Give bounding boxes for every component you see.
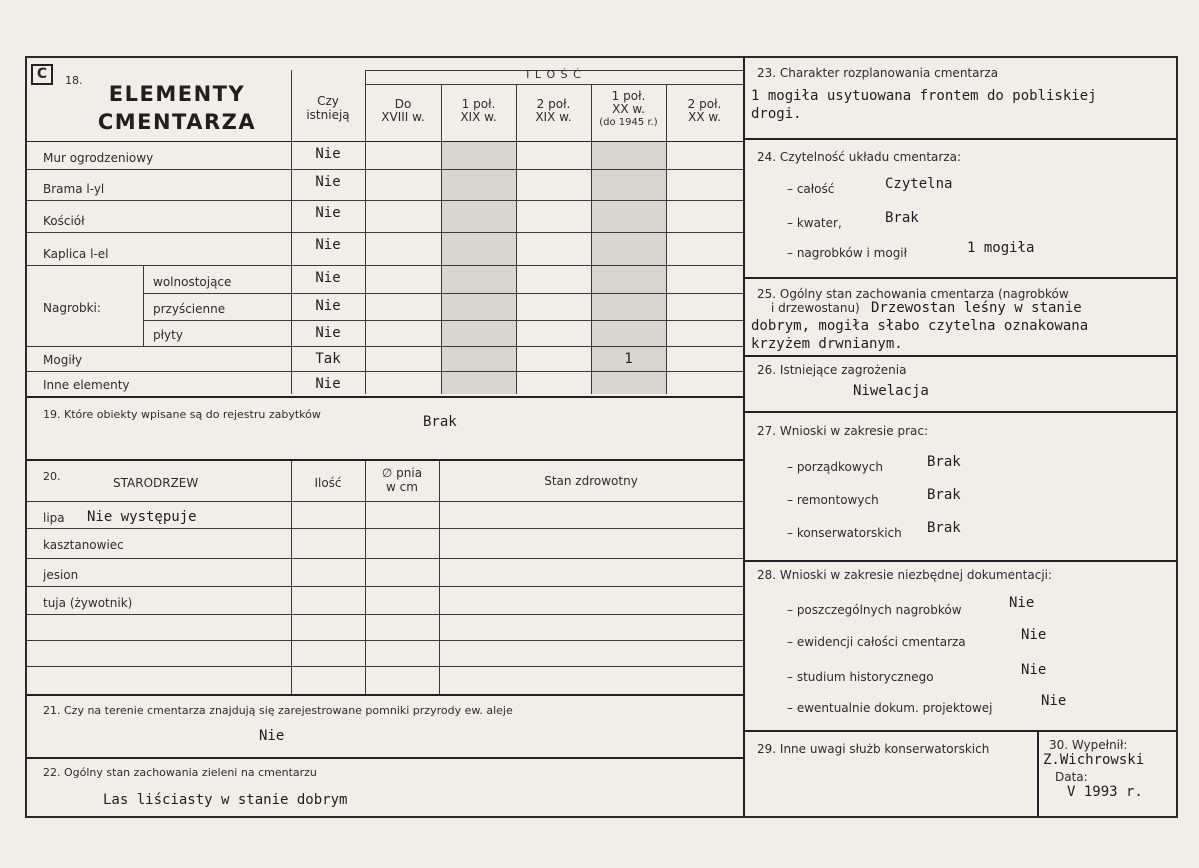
docs-item-value: Nie xyxy=(1009,595,1035,611)
col-exists-line2: istnieją xyxy=(306,108,350,122)
tree-row-label: kasztanowiec xyxy=(43,538,124,552)
element-row-line xyxy=(27,232,743,233)
s30-name: Z.Wichrowski xyxy=(1043,752,1145,768)
s27-bottom xyxy=(743,560,1176,562)
element-row-exists: Nie xyxy=(315,174,341,190)
period-header-line: 2 poł. xyxy=(687,97,722,111)
period-header xyxy=(365,98,441,124)
nagrobki-vline xyxy=(143,265,144,346)
element-row-count: 1 xyxy=(624,351,633,367)
s20-vline-1 xyxy=(291,461,292,694)
col-exists-line1: Czy xyxy=(317,94,339,108)
s19-label: 19. Które obiekty wpisane są do rejestru zabytków xyxy=(43,408,321,421)
s30-date-label: Data: xyxy=(1055,770,1088,784)
tree-row-line xyxy=(27,586,743,587)
s22-value: Las liściasty w stanie dobrym xyxy=(103,792,348,808)
s28-label: 28. Wnioski w zakresie niezbędnej dokumentacji: xyxy=(757,568,1053,582)
section-letter-box: C xyxy=(31,64,53,85)
s27-label: 27. Wnioski w zakresie prac: xyxy=(757,424,929,438)
tree-row-line xyxy=(27,558,743,559)
s20-col-fi xyxy=(365,466,439,494)
s20-col-stan: Stan zdrowotny xyxy=(544,474,638,488)
element-row-line xyxy=(27,265,743,266)
s20-title: STARODRZEW xyxy=(113,476,199,490)
legibility-item-value: Czytelna xyxy=(885,176,953,192)
period-header xyxy=(441,98,516,124)
s21-bottom xyxy=(27,757,743,759)
period-header xyxy=(666,98,743,124)
s18-title-line1: ELEMENTY xyxy=(108,82,246,106)
s18-title xyxy=(67,80,287,136)
main-divider xyxy=(743,58,745,816)
s22-label: 22. Ogólny stan zachowania zieleni na cmentarzu xyxy=(43,766,317,779)
element-row-exists: Nie xyxy=(315,376,341,392)
s26-label: 26. Istniejące zagrożenia xyxy=(757,363,907,377)
period-header-line: 1 poł. xyxy=(611,89,646,103)
tree-row-line xyxy=(27,528,743,529)
tree-row-label: lipa xyxy=(43,511,65,525)
s18-header-bottom xyxy=(27,141,743,142)
s20-header-bottom xyxy=(27,501,743,502)
tree-row-label: tuja (żywotnik) xyxy=(43,596,133,610)
s20-col-fi-line2: w cm xyxy=(386,480,418,494)
s20-col-fi-line1: ∅ pnia xyxy=(381,466,423,480)
element-row-line xyxy=(27,346,743,347)
s25-label1: 25. Ogólny stan zachowania cmentarza (nagrobków xyxy=(757,287,1069,301)
works-item-label: – porządkowych xyxy=(787,460,883,474)
period-header-line: 2 poł. xyxy=(536,97,571,111)
docs-item-label: – poszczególnych nagrobków xyxy=(787,603,962,617)
element-row-exists: Nie xyxy=(315,325,341,341)
element-row-line xyxy=(143,320,743,321)
legibility-item-value: 1 mogiła xyxy=(967,240,1035,256)
s30-label: 30. Wypełnił: xyxy=(1049,738,1128,752)
s25-line2: dobrym, mogiła słabo czytelna oznakowana xyxy=(751,318,1089,334)
s20-number: 20. xyxy=(43,470,61,483)
element-row-line xyxy=(27,169,743,170)
period-header xyxy=(516,98,591,124)
works-item-value: Brak xyxy=(927,487,961,503)
element-row-exists: Nie xyxy=(315,298,341,314)
s20-vline-2 xyxy=(365,461,366,694)
legibility-item-label: – kwater, xyxy=(787,216,842,230)
s24-bottom xyxy=(743,277,1176,279)
docs-item-value: Nie xyxy=(1021,662,1047,678)
element-row-line xyxy=(27,200,743,201)
legibility-item-label: – całość xyxy=(787,182,835,196)
col-exists-header xyxy=(291,94,365,122)
s18-vline-4 xyxy=(591,84,592,394)
s19-bottom xyxy=(27,459,743,461)
element-row-exists: Tak xyxy=(315,351,341,367)
period-header-line: XX w. xyxy=(612,102,645,116)
period-header-line: XIX w. xyxy=(535,110,572,124)
works-item-value: Brak xyxy=(927,520,961,536)
docs-item-value: Nie xyxy=(1041,693,1067,709)
docs-item-label: – studium historycznego xyxy=(787,670,934,684)
s20-bottom xyxy=(27,694,743,696)
element-row-label: Mogiły xyxy=(43,353,83,367)
s21-value: Nie xyxy=(259,728,285,744)
element-row-exists: Nie xyxy=(315,146,341,162)
period-header-line: XIX w. xyxy=(460,110,497,124)
s28-bottom xyxy=(743,730,1176,732)
docs-item-label: – ewentualnie dokum. projektowej xyxy=(787,701,993,715)
s25-bottom xyxy=(743,355,1176,357)
s18-ilosc-bottom xyxy=(365,84,743,85)
element-row-line xyxy=(27,371,743,372)
element-row-label: Mur ogrodzeniowy xyxy=(43,151,154,165)
element-row-label: Kościół xyxy=(43,214,85,228)
period-header-line: 1 poł. xyxy=(461,97,496,111)
s23-line2: drogi. xyxy=(751,106,802,122)
element-row-label: Kaplica l-el xyxy=(43,247,109,261)
s25-line1: Drzewostan leśny w stanie xyxy=(871,300,1082,316)
s26-bottom xyxy=(743,411,1176,413)
element-row-label: płyty xyxy=(153,328,183,342)
s18-vline-3 xyxy=(516,84,517,394)
s29-label: 29. Inne uwagi służb konserwatorskich xyxy=(757,742,990,756)
s24-label: 24. Czytelność układu cmentarza: xyxy=(757,150,962,164)
s23-bottom xyxy=(743,138,1176,140)
element-row-exists: Nie xyxy=(315,205,341,221)
s25-label2: i drzewostanu) xyxy=(771,301,860,315)
legibility-item-label: – nagrobków i mogił xyxy=(787,246,908,260)
tree-row-line xyxy=(27,614,743,615)
element-row-label: Brama l-yl xyxy=(43,182,105,196)
legibility-item-value: Brak xyxy=(885,210,919,226)
element-row-exists: Nie xyxy=(315,237,341,253)
docs-item-value: Nie xyxy=(1021,627,1047,643)
works-item-label: – konserwatorskich xyxy=(787,526,902,540)
s23-line1: 1 mogiła usytuowana frontem do pobliskiej xyxy=(751,88,1097,104)
s21-label: 21. Czy na terenie cmentarza znajdują się zarejestrowane pomniki przyrody ew. aleje xyxy=(43,704,513,717)
s25-line3: krzyżem drwnianym. xyxy=(751,336,903,352)
tree-row-line xyxy=(27,666,743,667)
s18-vline-2 xyxy=(441,84,442,394)
s30-date: V 1993 r. xyxy=(1067,784,1143,800)
tree-row-value: Nie występuje xyxy=(87,509,197,525)
s18-bottom xyxy=(27,396,743,398)
s26-value: Niwelacja xyxy=(853,383,929,399)
ilosc-header: I L O Ś Ć xyxy=(526,68,582,81)
period-header-line: (do 1945 r.) xyxy=(599,117,658,128)
period-header-line: XVIII w. xyxy=(381,110,425,124)
period-header xyxy=(591,90,666,129)
element-row-label: przyścienne xyxy=(153,302,226,316)
nagrobki-label: Nagrobki: xyxy=(43,301,101,315)
tree-row-line xyxy=(27,640,743,641)
works-item-label: – remontowych xyxy=(787,493,879,507)
s18-vline-5 xyxy=(666,84,667,394)
period-header-line: Do xyxy=(394,97,412,111)
s18-title-line2: CMENTARZA xyxy=(97,110,257,134)
element-row-exists: Nie xyxy=(315,270,341,286)
s19-value: Brak xyxy=(423,414,457,430)
period-header-line: XX w. xyxy=(688,110,721,124)
inventory-form xyxy=(25,56,1178,818)
element-row-label: wolnostojące xyxy=(153,275,232,289)
element-row-line xyxy=(143,293,743,294)
s20-vline-3 xyxy=(439,461,440,694)
tree-row-label: jesion xyxy=(43,568,79,582)
works-item-value: Brak xyxy=(927,454,961,470)
s23-label: 23. Charakter rozplanowania cmentarza xyxy=(757,66,999,80)
shade-col-1 xyxy=(441,141,516,394)
docs-item-label: – ewidencji całości cmentarza xyxy=(787,635,966,649)
element-row-label: Inne elementy xyxy=(43,378,130,392)
s18-number: 18. xyxy=(65,74,83,87)
s29-s30-divider xyxy=(1037,732,1039,816)
s20-col-ilosc: Ilość xyxy=(314,476,342,490)
